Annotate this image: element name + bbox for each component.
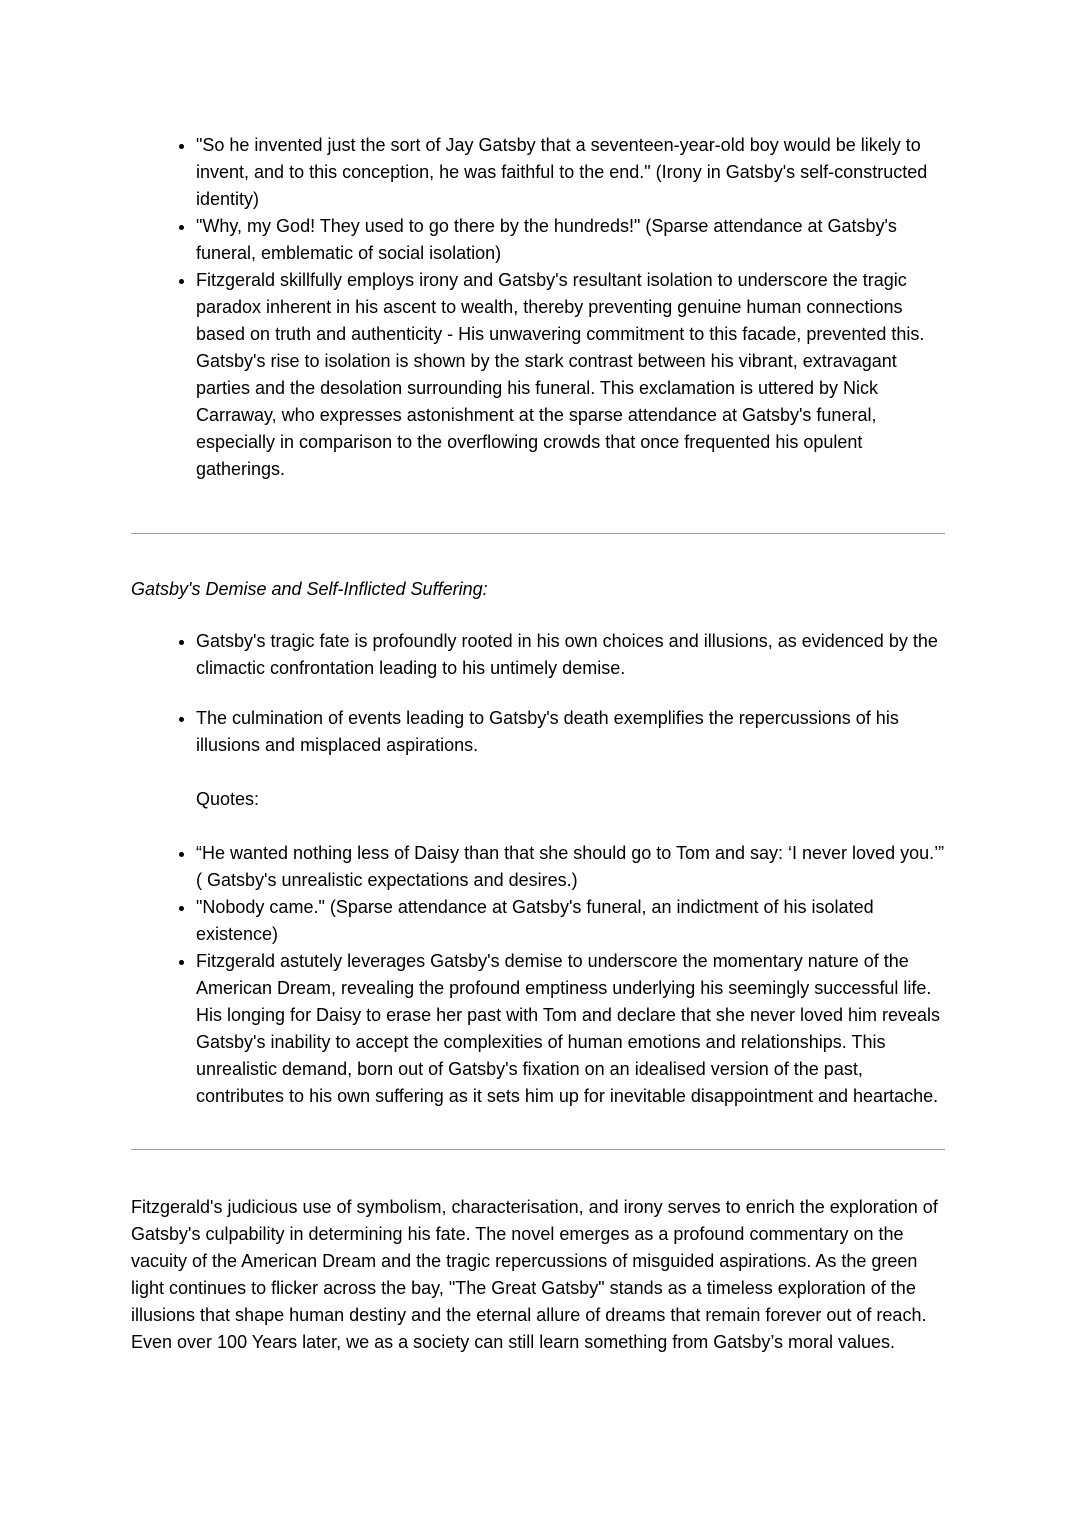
list-item: • “He wanted nothing less of Daisy than that she should go to Tom and say: ‘I never loved you.’” ( Gatsby's unrealistic expectations and desires.) (196, 840, 945, 894)
quotes-label: Quotes: (196, 789, 260, 809)
section-divider (131, 1149, 945, 1150)
list-item: • "Why, my God! They used to go there by the hundreds!" (Sparse attendance at Gatsby's funeral, emblematic of social isolation) (196, 213, 945, 267)
intro-quote-list (131, 132, 945, 267)
section-heading: Gatsby's Demise and Self-Inflicted Suffering: (131, 579, 488, 599)
list-item: • Fitzgerald skillfully employs irony and Gatsby's resultant isolation to underscore the tragic paradox inherent in his ascent to wealth, thereby preventing genuine human connections based on truth and authenticity - His unwavering commitment to this facade, prevented this. Gatsby's rise to isolation is shown by the stark contrast between his vibrant, extravagant parties and the desolation surrounding his funeral. This exclamation is uttered by Nick Carraway, who expresses astonishment at the sparse attendance at Gatsby's funeral, especially in comparison to the overflowing crowds that once frequented his opulent gatherings. (196, 267, 945, 483)
demise-quote-list (131, 840, 945, 1110)
conclusion-paragraph: Fitzgerald's judicious use of symbolism, characterisation, and irony serves to enrich the exploration of Gatsby's culpability in determining his fate. The novel emerges as a profound commentary on the vacuity of the American Dream and the tragic repercussions of misguided aspirations. As the green light continues to flicker across the bay, "The Great Gatsby" stands as a timeless exploration of the illusions that shape human destiny and the eternal allure of dreams that remain forever out of reach. Even over 100 Years later, we as a society can still learn something from Gatsby’s moral values. (131, 1197, 938, 1352)
intro-analysis-list (131, 267, 945, 483)
list-item: • The culmination of events leading to Gatsby's death exemplifies the repercussions of his illusions and misplaced aspirations. (196, 705, 945, 759)
demise-point-list (131, 628, 945, 759)
section-divider (131, 533, 945, 534)
list-item: • "Nobody came." (Sparse attendance at Gatsby's funeral, an indictment of his isolated existence) (196, 894, 945, 948)
list-item: • "So he invented just the sort of Jay Gatsby that a seventeen-year-old boy would be likely to invent, and to this conception, he was faithful to the end." (Irony in Gatsby's self-constructed identity) (196, 132, 945, 213)
list-item: • Gatsby's tragic fate is profoundly rooted in his own choices and illusions, as evidenced by the climactic confrontation leading to his untimely demise. (196, 628, 945, 682)
list-item: • Fitzgerald astutely leverages Gatsby's demise to underscore the momentary nature of the American Dream, revealing the profound emptiness underlying his seemingly successful life. His longing for Daisy to erase her past with Tom and declare that she never loved him reveals Gatsby's inability to accept the complexities of human emotions and relationships. This unrealistic demand, born out of Gatsby's fixation on an idealised version of the past, contributes to his own suffering as it sets him up for inevitable disappointment and heartache. (196, 948, 945, 1110)
